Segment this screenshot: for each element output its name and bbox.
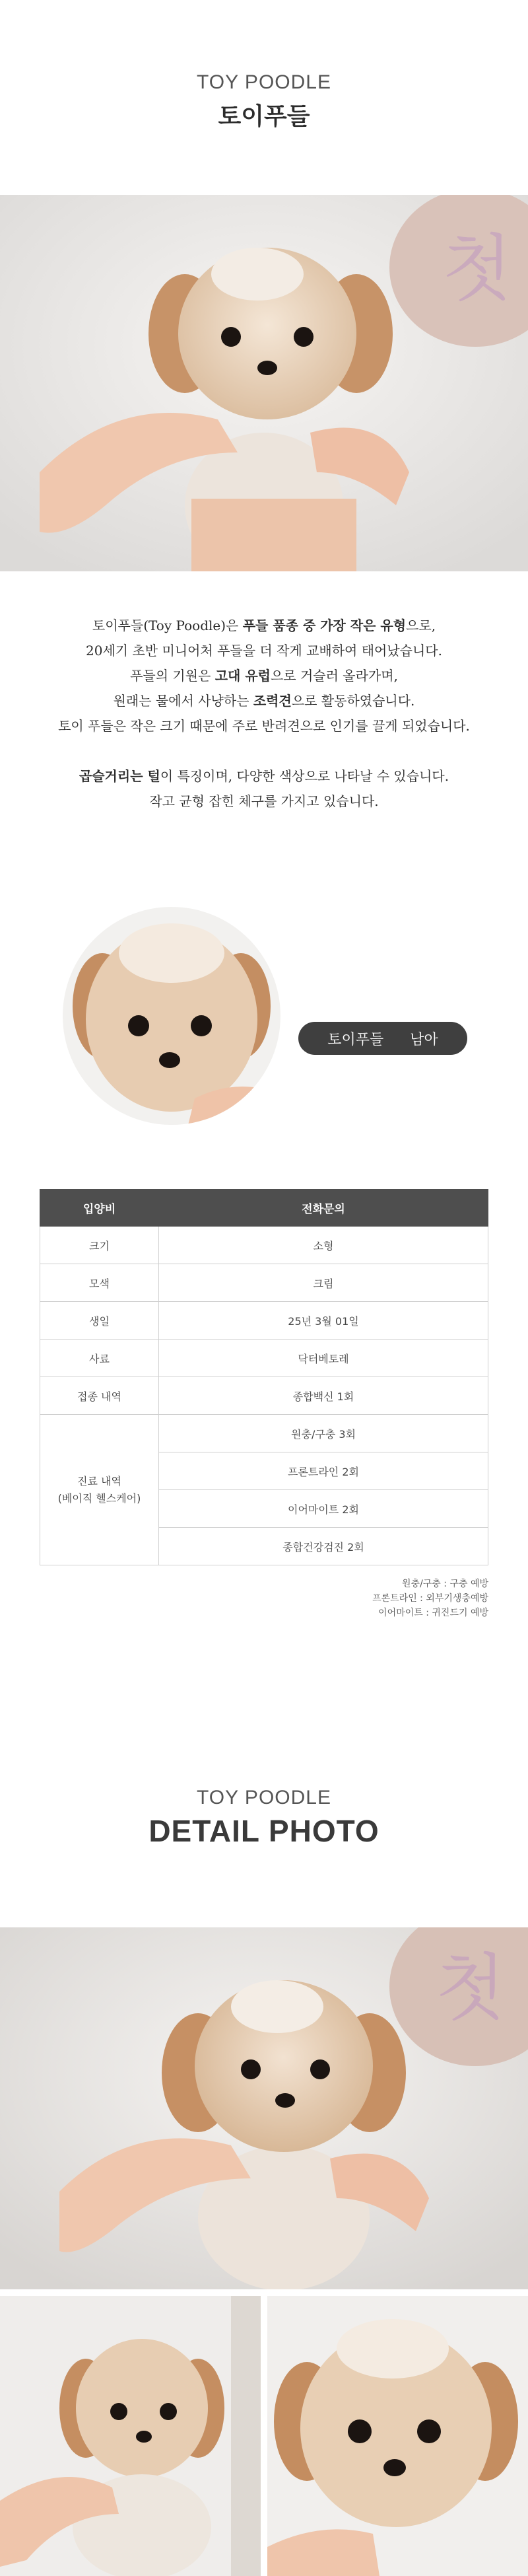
table-row <box>40 1377 488 1415</box>
info-table <box>40 1189 488 1565</box>
detail-photo-3 <box>267 2296 528 2576</box>
desc-line-6: 곱슬거리는 털이 특징이며, 다양한 색상으로 나타날 수 있습니다. <box>79 768 449 784</box>
row-value: 닥터베토레 <box>159 1340 488 1377</box>
breed-title-en: TOY POODLE <box>197 71 331 93</box>
detail-photo-2 <box>0 2296 261 2576</box>
profile-photo <box>63 907 280 1125</box>
detail-header <box>0 1787 528 1849</box>
detail-photo-1 <box>0 1927 528 2289</box>
main-puppy-photo <box>0 195 528 571</box>
breed-description <box>0 613 528 814</box>
breed-title-ko: 토이푸들 <box>218 103 310 130</box>
care-history-label: 진료 내역 (베이직 헬스케어) <box>40 1415 159 1565</box>
table-row <box>40 1415 488 1452</box>
row-value: 크림 <box>159 1264 488 1302</box>
footnote: 원충/구충 : 구충 예방 <box>402 1579 488 1589</box>
row-value: 종합백신 1회 <box>159 1377 488 1415</box>
desc-line-4: 원래는 물에서 사냥하는 조력견으로 활동하였습니다. <box>113 693 415 709</box>
desc-line-1: 토이푸들(Toy Poodle)은 푸들 품종 중 가장 작은 유형으로, <box>92 618 436 633</box>
desc-line-5: 토이 푸들은 작은 크기 때문에 주로 반려견으로 인기를 끌게 되었습니다. <box>58 718 470 734</box>
row-label: 생일 <box>40 1302 159 1340</box>
detail-title: DETAIL PHOTO <box>148 1814 380 1848</box>
profile-tag <box>298 1022 467 1055</box>
care-item: 이어마이트 2회 <box>159 1490 488 1528</box>
row-label: 크기 <box>40 1227 159 1264</box>
sex-label: 남아 <box>410 1031 438 1048</box>
breed-header <box>0 71 528 131</box>
svg-text:첫: 첫 <box>442 227 513 311</box>
row-label: 접종 내역 <box>40 1377 159 1415</box>
table-row <box>40 1302 488 1340</box>
care-item: 종합건강검진 2회 <box>159 1528 488 1565</box>
row-value: 소형 <box>159 1227 488 1264</box>
row-value: 25년 3월 01일 <box>159 1302 488 1340</box>
footnote: 프론트라인 : 외부기생충예방 <box>372 1593 488 1604</box>
care-item: 원충/구충 3회 <box>159 1415 488 1452</box>
footnotes <box>372 1577 488 1620</box>
desc-line-3: 푸들의 기원은 고대 유럽으로 거슬러 올라가며, <box>130 668 398 684</box>
care-item: 프론트라인 2회 <box>159 1452 488 1490</box>
detail-subtitle: TOY POODLE <box>197 1787 331 1808</box>
table-row <box>40 1227 488 1264</box>
table-header-row <box>40 1190 488 1227</box>
desc-line-7: 작고 균형 잡힌 체구를 가지고 있습니다. <box>149 793 379 809</box>
desc-line-2: 20세기 초반 미니어처 푸들을 더 작게 교배하여 태어났습니다. <box>86 643 442 659</box>
row-label: 모색 <box>40 1264 159 1302</box>
row-label: 사료 <box>40 1340 159 1377</box>
table-row <box>40 1340 488 1377</box>
adoption-fee-header: 입양비 <box>40 1190 159 1227</box>
breed-name: 토이푸들 <box>327 1031 384 1048</box>
svg-text:첫: 첫 <box>436 1946 506 2030</box>
phone-inquiry-header: 전화문의 <box>159 1190 488 1227</box>
footnote: 이어마이트 : 귀진드기 예방 <box>378 1608 488 1618</box>
table-row <box>40 1264 488 1302</box>
